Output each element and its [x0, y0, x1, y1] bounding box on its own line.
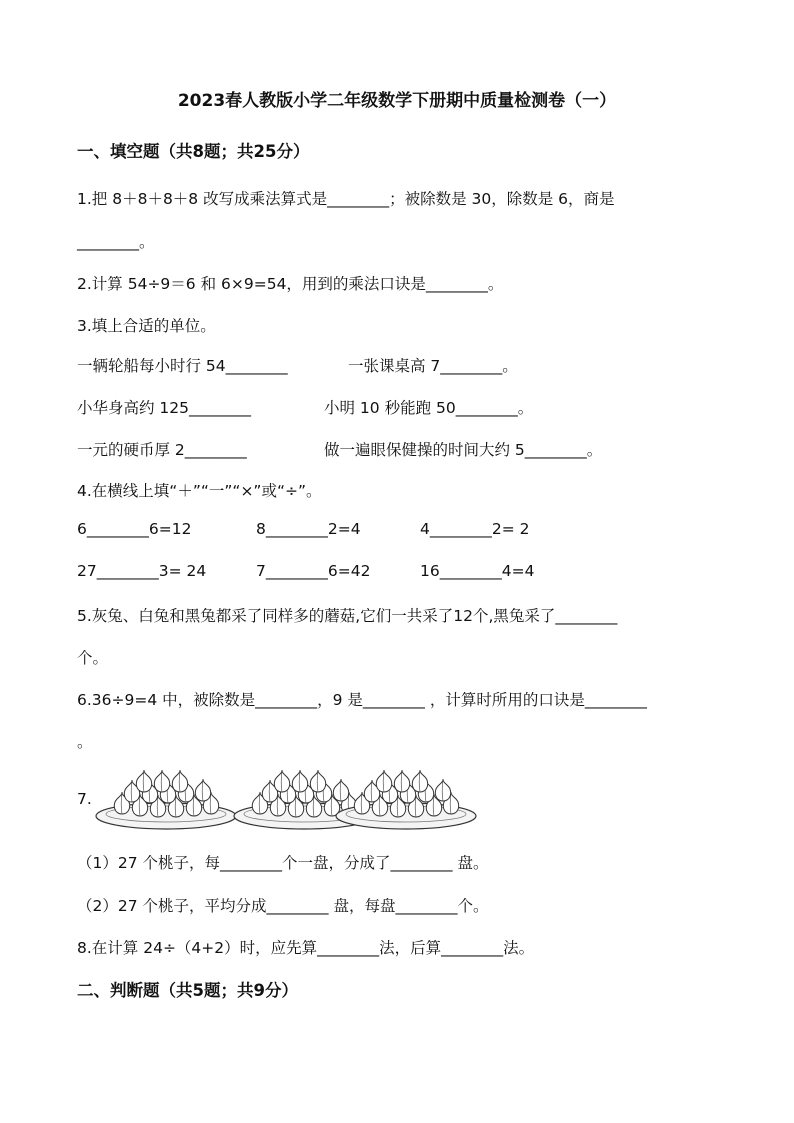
- question-4-row-2-col-3: 16________4=4: [420, 562, 535, 580]
- question-4-row-2-col-1: 27________3= 24: [77, 562, 207, 580]
- peach-plate-1: [96, 770, 236, 829]
- question-3-row-1-col-2: 一张课桌高 7________。: [348, 357, 518, 375]
- question-6-line-2: 。: [77, 733, 93, 751]
- section-heading-true-false: 二、判断题（共5题；共9分）: [77, 981, 298, 1000]
- question-3-row-1-col-1: 一辆轮船每小时行 54________: [77, 357, 288, 375]
- question-4-row-1-col-1: 6________6=12: [77, 520, 192, 538]
- question-1-line-1: 1.把 8＋8＋8＋8 改写成乘法算式是________；被除数是 30，除数是 6，商是: [77, 190, 615, 208]
- question-7-part-1: （1）27 个桃子，每________个一盘，分成了________ 盘。: [77, 854, 489, 872]
- question-7-part-2: （2）27 个桃子，平均分成________ 盘，每盘________个。: [77, 897, 489, 915]
- section-heading-fill-blank: 一、填空题（共8题；共25分）: [77, 142, 310, 161]
- question-3-row-3-col-1: 一元的硬币厚 2________: [77, 441, 247, 459]
- question-5-line-2: 个。: [77, 649, 109, 667]
- question-3-row-2-col-2: 小明 10 秒能跑 50________。: [324, 399, 534, 417]
- question-1-line-2: ________。: [77, 233, 155, 251]
- question-4-row-2-col-2: 7________6=42: [256, 562, 371, 580]
- question-4: 4.在横线上填“＋”“一”“×”或“÷”。: [77, 482, 322, 500]
- question-8: 8.在计算 24÷（4+2）时，应先算________法，后算________法。: [77, 939, 535, 957]
- peach-plate-3: [336, 770, 476, 829]
- question-4-row-1-col-3: 4________2= 2: [420, 520, 530, 538]
- question-6-line-1: 6.36÷9=4 中，被除数是________，9 是________ ，计算时所用的口诀是________: [77, 691, 647, 709]
- question-5-line-1: 5.灰兔、白兔和黑兔都采了同样多的蘑菇,它们一共采了12个,黑兔采了________: [77, 607, 618, 625]
- question-3-row-3-col-2: 做一遍眼保健操的时间大约 5________。: [324, 441, 603, 459]
- peach-plates-illustration: [94, 764, 484, 830]
- page-title: 2023春人教版小学二年级数学下册期中质量检测卷（一）: [177, 91, 617, 111]
- question-4-row-1-col-2: 8________2=4: [256, 520, 361, 538]
- question-7-label: 7.: [77, 790, 92, 808]
- question-3-row-2-col-1: 小华身高约 125________: [77, 399, 252, 417]
- question-3: 3.填上合适的单位。: [77, 317, 216, 335]
- question-2: 2.计算 54÷9＝6 和 6×9=54，用到的乘法口诀是________。: [77, 275, 504, 293]
